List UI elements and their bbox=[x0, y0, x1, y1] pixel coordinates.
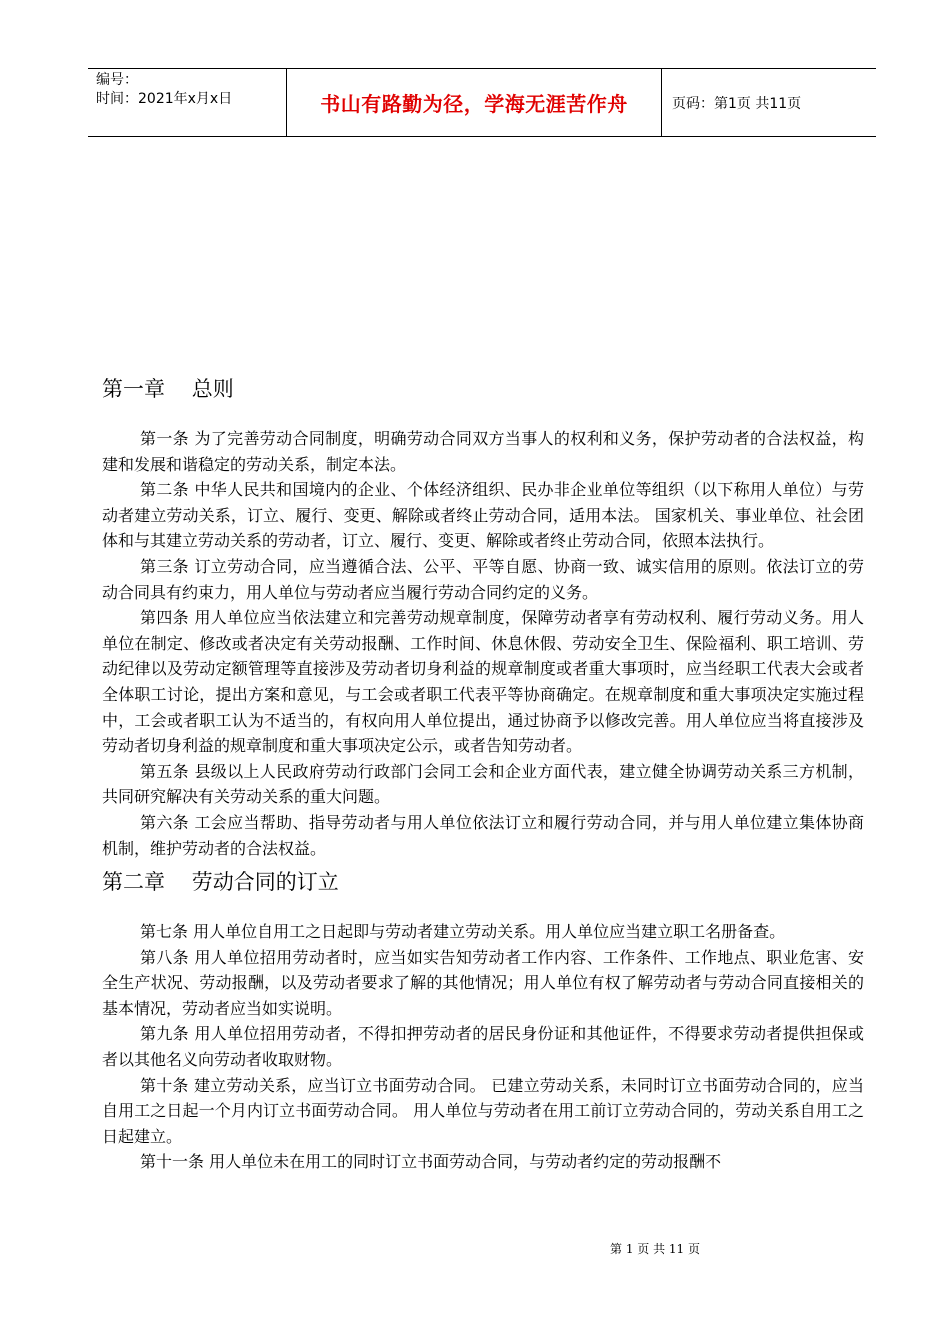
article-paragraph: 第十一条 用人单位未在用工的同时订立书面劳动合同，与劳动者约定的劳动报酬不 bbox=[140, 1152, 722, 1172]
article-paragraph: 第二条 中华人民共和国境内的企业、个体经济组织、民办非企业单位等组织（以下称用人单位）与劳动者建立劳动关系，订立、履行、变更、解除或者终止劳动合同，适用本法。 国家机关、事业单位、社会团体和与其建立劳动关系的劳动者，订立、履行、变更、解除或者终止劳动合同，依照本法执行。 bbox=[102, 480, 864, 551]
document-number-label: 编号： bbox=[96, 72, 138, 88]
header-motto-cell bbox=[286, 69, 662, 136]
article-paragraph: 第十条 建立劳动关系，应当订立书面劳动合同。 已建立劳动关系，未同时订立书面劳动合同的，应当自用工之日起一个月内订立书面劳动合同。 用人单位与劳动者在用工前订立劳动合同的，劳动关系自用工之日起建立。 bbox=[102, 1075, 864, 1146]
document-body bbox=[102, 372, 864, 1175]
header-meta bbox=[88, 69, 286, 136]
document-time-label: 时间：2021年x月x日 bbox=[96, 91, 233, 107]
header-page-cell bbox=[662, 69, 876, 136]
article-paragraph: 第五条 县级以上人民政府劳动行政部门会同工会和企业方面代表，建立健全协调劳动关系三方机制，共同研究解决有关劳动关系的重大问题。 bbox=[102, 761, 864, 807]
chapter-title: 第一章 总则 bbox=[102, 377, 234, 401]
article-paragraph: 第七条 用人单位自用工之日起即与劳动者建立劳动关系。用人单位应当建立职工名册备查。 bbox=[140, 922, 786, 942]
article-paragraph: 第四条 用人单位应当依法建立和完善劳动规章制度，保障劳动者享有劳动权利、履行劳动义务。用人单位在制定、修改或者决定有关劳动报酬、工作时间、休息休假、劳动安全卫生、保险福利、职工培训、劳动纪律以及劳动定额管理等直接涉及劳动者切身利益的规章制度或者重大事项时，应当经职工代表大会或者全体职工讨论，提出方案和意见，与工会或者职工代表平等协商确定。在规章制度和重大事项决定实施过程中，工会或者职工认为不适当的，有权向用人单位提出，通过协商予以修改完善。用人单位应当将直接涉及劳动者切身利益的规章制度和重大事项决定公示，或者告知劳动者。 bbox=[102, 608, 864, 756]
chapter-title: 第二章 劳动合同的订立 bbox=[102, 870, 339, 895]
page-header bbox=[88, 68, 876, 137]
header-motto: 书山有路勤为径，学海无涯苦作舟 bbox=[320, 92, 628, 116]
article-paragraph: 第八条 用人单位招用劳动者时，应当如实告知劳动者工作内容、工作条件、工作地点、职业危害、安全生产状况、劳动报酬，以及劳动者要求了解的其他情况；用人单位有权了解劳动者与劳动合同直接相关的基本情况，劳动者应当如实说明。 bbox=[102, 947, 864, 1018]
article-paragraph: 第三条 订立劳动合同，应当遵循合法、公平、平等自愿、协商一致、诚实信用的原则。依法订立的劳动合同具有约束力，用人单位与劳动者应当履行劳动合同约定的义务。 bbox=[102, 556, 864, 602]
article-paragraph: 第一条 为了完善劳动合同制度，明确劳动合同双方当事人的权利和义务，保护劳动者的合法权益，构建和发展和谐稳定的劳动关系，制定本法。 bbox=[102, 429, 864, 474]
page-footer bbox=[0, 1240, 950, 1257]
footer-page-number: 第 1 页 共 11 页 bbox=[610, 1242, 700, 1256]
article-paragraph: 第六条 工会应当帮助、指导劳动者与用人单位依法订立和履行劳动合同，并与用人单位建立集体协商机制，维护劳动者的合法权益。 bbox=[102, 812, 864, 858]
header-page-number: 页码：第1页 共11页 bbox=[672, 95, 802, 112]
article-paragraph: 第九条 用人单位招用劳动者，不得扣押劳动者的居民身份证和其他证件，不得要求劳动者提供担保或者以其他名义向劳动者收取财物。 bbox=[102, 1024, 864, 1070]
